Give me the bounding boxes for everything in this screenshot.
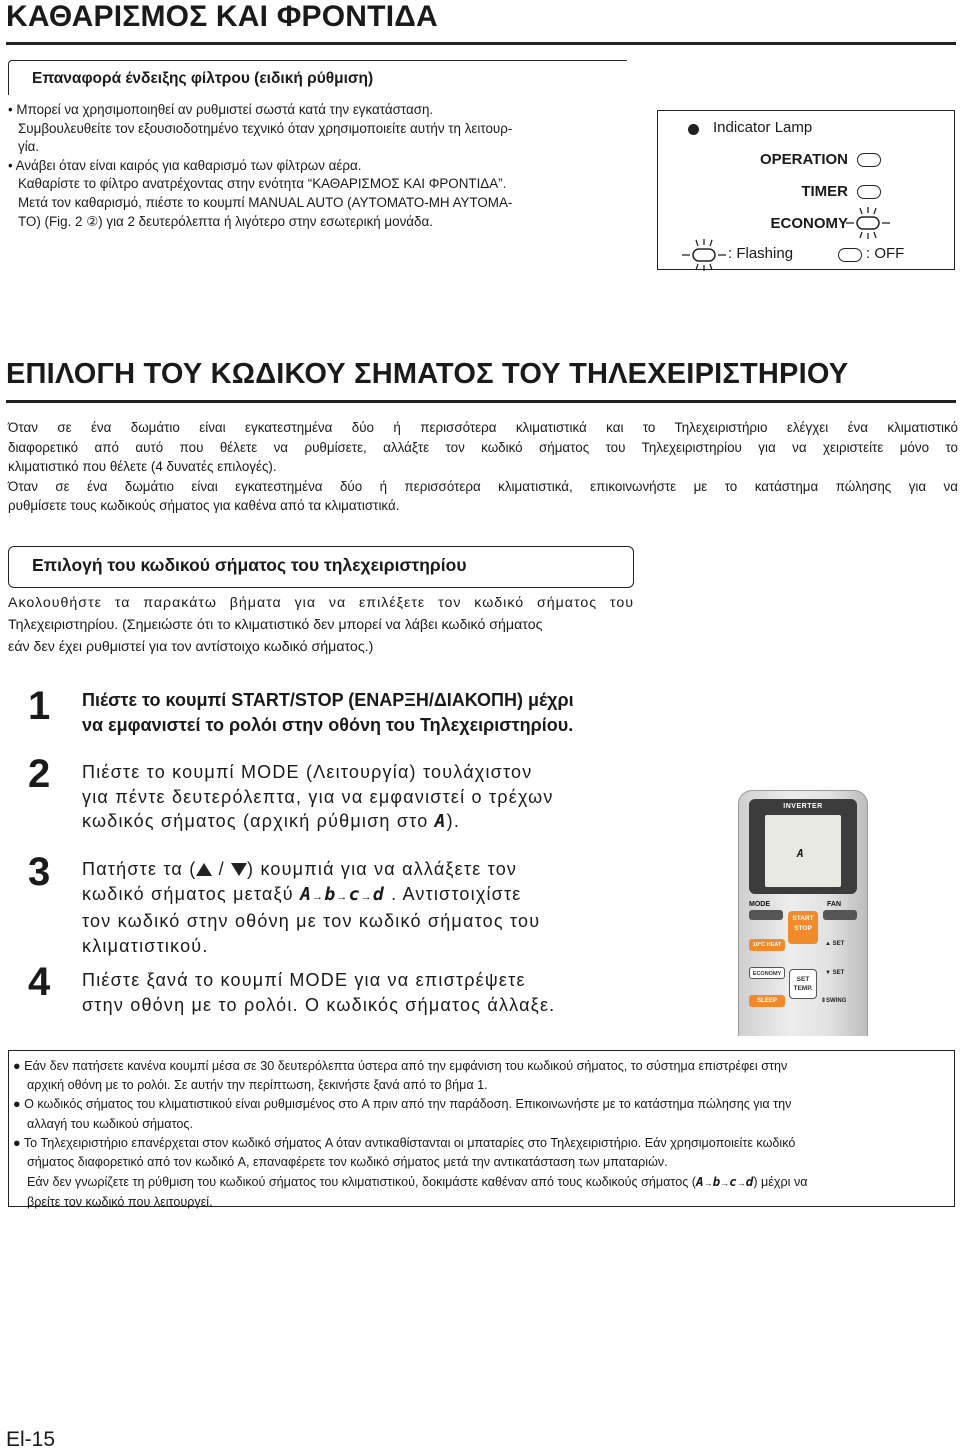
arrow-right-icon: → [720,1178,730,1189]
step-line: στην οθόνη με το ρολόι. Ο κωδικός σήματος άλλαξε. [82,994,556,1015]
intro-line: διαφορετικό από αυτό που θέλετε να ρυθμίσετε, αλλάξτε τον κωδικό σήματος του Τηλεχειριστηρίου για να χειριστείτε μόνο το [8,439,958,455]
lamp-timer-label: TIMER [801,183,848,200]
section-title: ΕΠΙΛΟΓΗ ΤΟΥ ΚΩΔΙΚΟΥ ΣΗΜΑΤΟΣ ΤΟΥ ΤΗΛΕΧΕΙΡΙΣΤΗΡΙΟΥ [6,358,849,390]
remote-start-stop-button[interactable] [788,911,818,944]
note-line: ● Ο κωδικός σήματος του κλιματιστικού είναι ρυθμισμένος στο A πριν από την παράδοση. Επικοινωνήστε με το κατάστημα πώλησης για την [13,1097,792,1112]
step-number: 3 [28,850,51,894]
section-intro [8,418,958,516]
up-arrow-icon [196,863,212,876]
sub-title: Επιλογή του κωδικού σήματος του τηλεχειριστηρίου [32,555,467,575]
remote-set-temp-label-1: SET [796,976,810,983]
remote-brand: INVERTER [783,803,823,810]
code-a-glyph: A [300,883,313,905]
note-line: αλλαγή του κωδικού σήματος. [27,1116,193,1131]
note-line: ● Το Τηλεχειριστήριο επανέρχεται στον κωδικό σήματος A όταν αντικαθίστανται οι μπαταρίες στο Τηλεχειριστήριο. Εάν χρησιμοποιείτε κωδικό [13,1135,796,1150]
note-line: Εάν δεν γνωρίζετε τη ρύθμιση του κωδικού σήματος του κλιματιστικού, δοκιμάστε καθέναν από τους κωδικούς σήματος ( [27,1175,696,1190]
filter-line: Συμβουλευθείτε τον εξουσιοδοτημένο τεχνικό όταν χρησιμοποιείτε αυτήν τη λειτουρ- [18,120,513,136]
lamp-timer-icon [857,185,881,199]
step-line: για πέντε δευτερόλεπτα, για να εμφανιστεί ο τρέχων [82,786,554,807]
intro-line: Όταν σε ένα δωμάτιο είναι εγκατεστημένα δύο ή περισσότερα κλιματιστικά, επικοινωνήστε με το κατάστημα πώλησης για να [8,478,958,494]
intro-line: κλιματιστικό που θέλετε (4 δυνατές επιλογές). [8,459,277,474]
filter-line: γία. [18,139,40,155]
step-line: τον κωδικό στην οθόνη με τον κωδικό σήματος του [82,911,541,931]
step-line: κωδικός σήματος (αρχική ρύθμιση στο [82,811,429,831]
remote-set1-label: ▲ SET [825,941,845,947]
step-3-text [82,857,642,958]
step-line: . Αντιστοιχίστε [391,883,522,904]
remote-lcd-code: A [797,847,804,860]
step-number: 1 [28,684,51,728]
filter-reset-title: Επαναφορά ένδειξης φίλτρου (ειδική ρύθμιση) [32,70,374,87]
step-line: ). [446,811,461,831]
step-line: κλιματιστικού. [82,935,209,956]
code-a-glyph: A [695,1174,704,1190]
sub-line: Τηλεχειριστηρίου. (Σημειώστε ότι το κλιματιστικό δεν μπορεί να λάβει κωδικό σήματος [8,617,543,633]
remote-economy-button[interactable]: ECONOMY [749,967,785,979]
note-line: αρχική οθόνη με το ρολόι. Σε αυτήν την περίπτωση, ξεκινήστε ξανά από το βήμα 1. [27,1078,488,1093]
code-sequence [696,1175,753,1189]
remote-set-temp-button[interactable] [789,969,817,999]
sub-line: εάν δεν έχει ρυθμιστεί για τον αντίστοιχο κωδικό σήματος.) [8,639,374,655]
step-line: Πιέστε το κουμπί START/STOP (ΕΝΑΡΞΗ/ΔΙΑΚΟΠΗ) μέχρι [82,690,574,710]
note-line: σήματος διαφορετικό από τον κωδικό A, επαναφέρετε τον κωδικό σήματος μετά την αντικατάσταση των μπαταριών. [27,1155,668,1170]
step-line: Πιέστε το κουμπί MODE (Λειτουργία) τουλάχιστον [82,762,533,782]
up-triangle-icon: ▲ [825,941,831,947]
remote-sleep-button[interactable]: SLEEP [749,995,785,1007]
step-line: Πατήστε τα ( [82,859,197,879]
down-arrow-icon [231,863,247,876]
arrow-right-icon: → [312,890,325,903]
step-line: κωδικό σήματος μεταξύ [82,883,294,904]
arrow-right-icon: → [703,1178,713,1189]
remote-swing-label: ⇕SWING [821,998,847,1004]
lamp-operation-label: OPERATION [759,151,848,168]
notes-box [8,1050,955,1210]
remote-set2-label: ▼ SET [825,970,845,976]
down-triangle-icon: ▼ [825,970,831,976]
page-title: ΚΑΘΑΡΙΣΜΟΣ ΚΑΙ ΦΡΟΝΤΙΔΑ [6,0,438,33]
remote-fan-button[interactable] [823,910,857,920]
page-number: El-15 [6,1428,56,1451]
off-legend-label: : OFF [866,245,905,262]
remote-mode-label: MODE [749,901,770,908]
code-d-glyph: d [372,883,385,905]
code-b-glyph: b [712,1174,721,1190]
remote-control [738,790,868,1036]
code-c-glyph: c [729,1174,737,1190]
step-4-text [82,968,642,1017]
step-line: Πιέστε ξανά το κουμπί MODE για να επιστρέψετε [82,970,526,990]
step-line: ) κουμπιά για να αλλάξετε τον [247,859,518,879]
code-sequence [300,884,391,904]
note-line: ● Εάν δεν πατήσετε κανένα κουμπί μέσα σε 30 δευτερόλεπτα ύστερα από την εμφάνιση του κωδικού σήματος, το σύστημα επιστρέφει στην [13,1059,788,1073]
note-line: βρείτε τον κωδικό που λειτουργεί. [27,1195,213,1210]
indicator-lamp-panel [657,110,955,270]
step-2-text [82,760,642,835]
remote-start-label: START [792,915,814,922]
step-line: / [212,859,232,879]
arrow-right-icon: → [736,1178,746,1189]
arrow-right-icon: → [360,890,373,903]
note-line: ) μέχρι να [753,1175,808,1190]
section-rule [6,400,956,403]
filter-line: ΤΟ) (Fig. 2 ②) για 2 δευτερόλεπτα ή λιγότερο στην εσωτερική μονάδα. [18,213,433,229]
code-b-glyph: b [324,883,337,905]
filter-reset-text [8,101,648,231]
title-rule [6,42,956,45]
notes-text [13,1057,949,1213]
arrow-right-icon: → [336,890,349,903]
step-line: να εμφανιστεί το ρολόι στην οθόνη του Τηλεχειριστηρίου. [82,714,574,735]
flashing-legend-label: : Flashing [728,245,794,262]
off-legend-icon [838,248,862,262]
sub-intro [8,592,634,658]
lamp-economy-label: ECONOMY [770,215,848,232]
remote-stop-label: STOP [794,925,812,932]
lamp-economy-flashing-icon [844,207,892,239]
filter-line: • Μπορεί να χρησιμοποιηθεί αν ρυθμιστεί σωστά κατά την εγκατάσταση. [8,102,434,117]
remote-mode-button[interactable] [749,910,783,920]
remote-display-frame [749,799,857,894]
lamp-bullet-icon [688,124,699,135]
step-number: 4 [28,960,51,1004]
intro-line: Όταν σε ένα δωμάτιο είναι εγκατεστημένα δύο ή περισσότερα κλιματιστικά και το Τηλεχειριστήριο ελέγχει ένα κλιματιστικό [8,420,958,435]
lamp-operation-icon [857,153,881,167]
sub-line: Ακολουθήστε τα παρακάτω βήματα για να επιλέξετε τον κωδικό σήματος του [8,595,634,611]
filter-line: • Ανάβει όταν είναι καιρός για καθαρισμό των φίλτρων αέρα. [8,157,362,173]
indicator-legend: Indicator Lamp [713,119,813,136]
remote-set-temp-label-2: TEMP. [793,985,813,992]
remote-fan-label: FAN [827,901,841,908]
code-a-glyph: A [434,811,447,832]
remote-lcd [765,815,841,887]
flashing-legend-icon [680,239,728,271]
filter-line: Μετά τον καθαρισμό, πιέστε το κουμπί MANUAL AUTO (ΑΥΤΟΜΑΤΟ-ΜΗ ΑΥΤΟΜΑ- [18,194,513,210]
code-d-glyph: d [745,1174,754,1190]
code-c-glyph: c [348,883,361,905]
step-number: 2 [28,752,51,796]
step-1-text [82,688,642,737]
intro-line: ρυθμίσετε τους κωδικούς σήματος για καθένα από τα κλιματιστικά. [8,498,400,513]
swing-icon: ⇕ [821,998,827,1004]
filter-line: Καθαρίστε το φίλτρο ανατρέχοντας στην ενότητα “ΚΑΘΑΡΙΣΜΟΣ ΚΑΙ ΦΡΟΝΤΙΔΑ”. [18,176,507,192]
remote-heat-button[interactable]: 10°C HEAT [749,939,785,951]
